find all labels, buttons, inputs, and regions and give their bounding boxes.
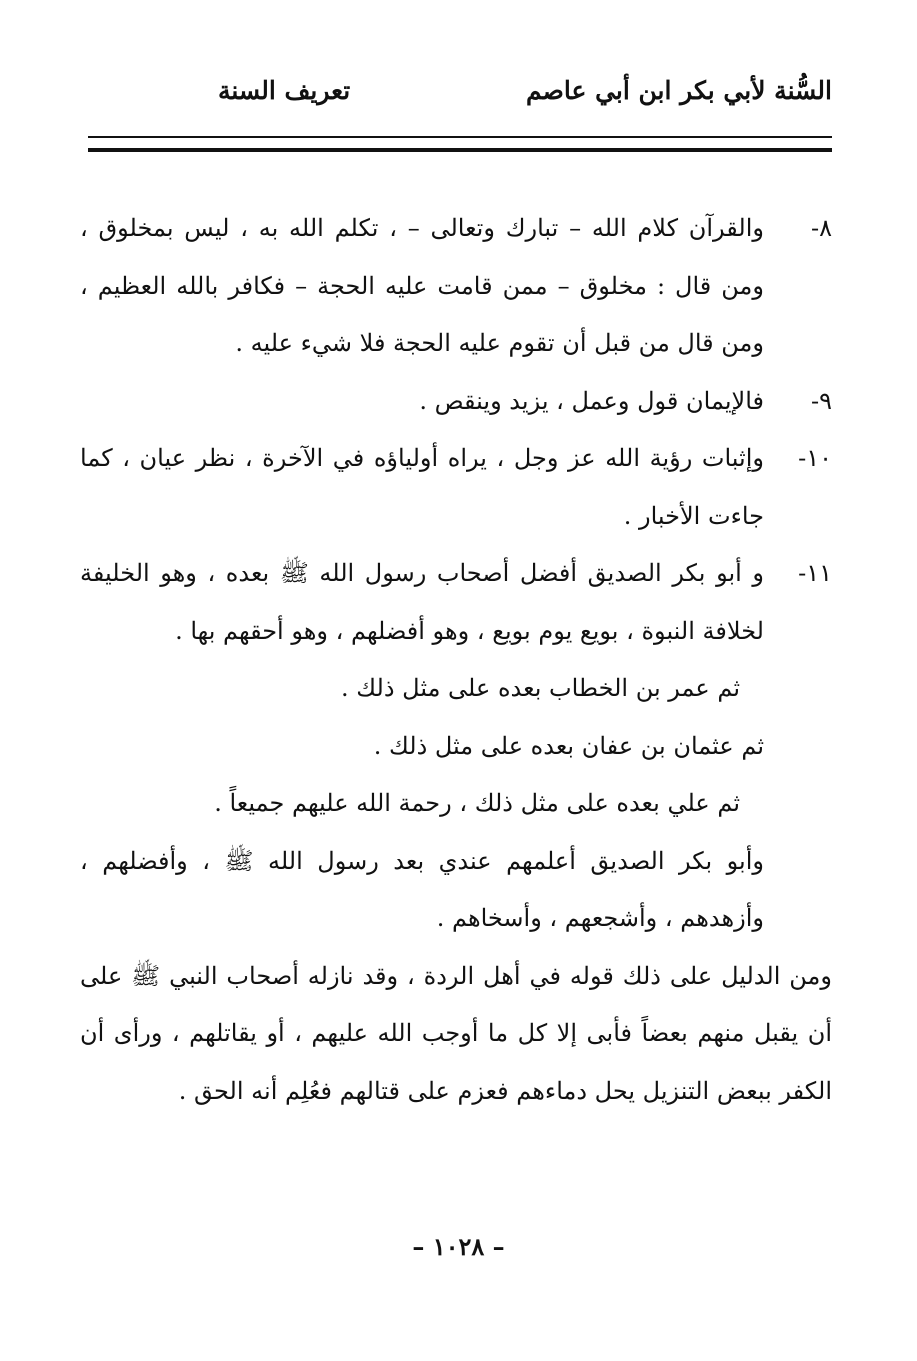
item-number: ١١- [798, 559, 832, 587]
paragraph: وأبو بكر الصديق أعلمهم عندي بعد رسول الله ﷺ ، وأفضلهم ، وأزهدهم ، وأشجعهم ، وأسخاهم . [80, 846, 764, 932]
body-text [80, 200, 832, 1120]
item-text: وإثبات رؤية الله عز وجل ، يراه أولياؤه في الآخرة ، نظر عيان ، كما جاءت الأخبار . [80, 444, 764, 530]
header-rule-thick [88, 148, 832, 152]
paragraph: ثم عثمان بن عفان بعده على مثل ذلك . [373, 731, 764, 760]
item-number: ١٠- [798, 444, 832, 472]
numbered-item [80, 545, 832, 660]
book-title: السُّنة لأبي بكر ابن أبي عاصم [525, 75, 832, 105]
item-number: ٩- [811, 386, 832, 415]
item-text: و أبو بكر الصديق أفضل أصحاب رسول الله ﷺ بعده ، وهو الخليفة لخلافة النبوة ، بويع يوم بويع ، وهو أفضلهم ، وهو أحقهم بها . [80, 559, 764, 645]
page-number: – ١٠٢٨ – [412, 1232, 505, 1261]
section-title: تعريف السنة [218, 75, 351, 105]
numbered-item [80, 430, 832, 545]
paragraph: ثم عمر بن الخطاب بعده على مثل ذلك . [341, 674, 740, 702]
header-rule-thin [88, 136, 832, 138]
item-number: ٨- [811, 214, 832, 242]
item-text: والقرآن كلام الله – تبارك وتعالى – ، تكلم الله به ، ليس بمخلوق ، ومن قال : مخلوق – ممن قامت عليه الحجة – فكافر بالله العظيم ، ومن قال من قبل أن تقوم عليه الحجة فلا شيء عليه . [80, 214, 765, 357]
paragraph: ثم علي بعده على مثل ذلك ، رحمة الله عليهم جميعاً . [214, 789, 740, 817]
running-head [88, 68, 832, 112]
item-text: فالإيمان قول وعمل ، يزيد وينقص . [419, 386, 764, 415]
numbered-item [80, 373, 832, 431]
paragraph: ومن الدليل على ذلك قوله في أهل الردة ، وقد نازله أصحاب النبي ﷺ على أن يقبل منهم بعضاً فأبى إلا كل ما أوجب الله عليهم ، أو يقاتلهم ، ورأى أن الكفر ببعض التنزيل يحل دماءهم فعزم على قتالهم فعُلِم أنه الحق . [80, 961, 832, 1105]
numbered-item [80, 200, 832, 373]
